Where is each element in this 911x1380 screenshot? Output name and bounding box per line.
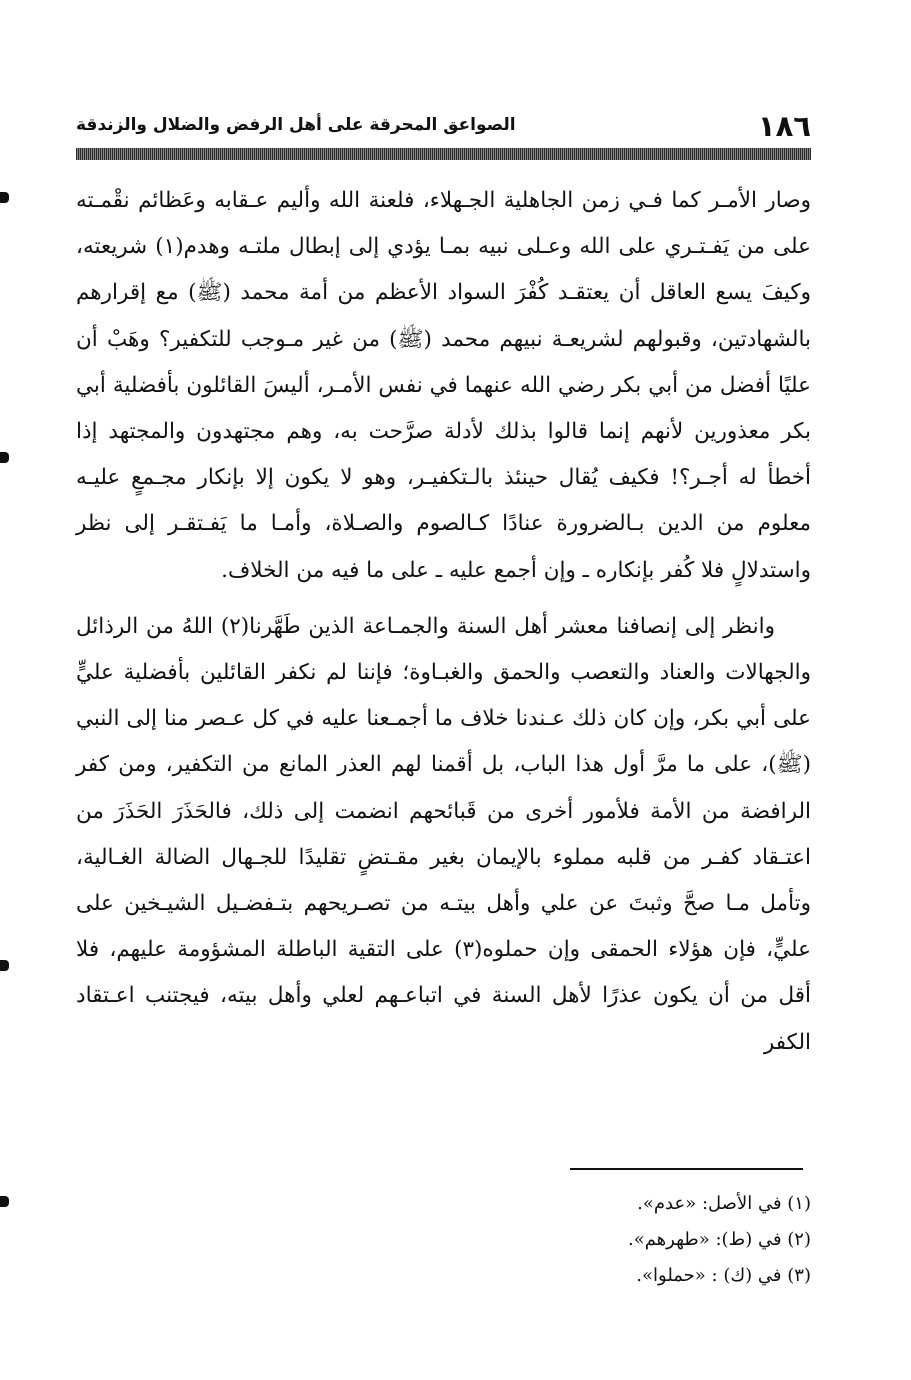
running-title: الصواعق المحرقة على أهل الرفض والضلال والزندقة — [76, 115, 516, 135]
scan-edge-mark — [0, 960, 9, 971]
footnote-divider — [570, 1168, 803, 1170]
paragraph: وانظر إلى إنصافنا معشر أهل السنة والجمـاعة الذين طَهَّرنا(٢) اللهُ من الرذائل والجهالات والعناد والتعصب والحمق والغبـاوة؛ فإننا لم نكفر القائلين بأفضلية عليٍّ على أبي بكر، وإن كان ذلك عـندنا خلاف ما أجمـعنا عليه في كل عـصر منا إلى النبي (ﷺ)، على ما مرَّ أول هذا الباب، بل أقمنا لهم العذر المانع من التكفير، ومن كفر الرافضة من الأمة فلأمور أخرى من قَبائحهم انضمت إلى ذلك، فالحَذَرَ الحَذَرَ من اعتـقاد كفـر من قلبه مملوء بالإيمان بغير مقـتضٍ تقليدًا للجـهال الضالة الغـالية، وتأمل مـا صحَّ وثبتَ عن علي وأهل بيتـه من تصـريحهم بتـفضـيل الشيـخين على عليٍّ، فإن هؤلاء الحمقى وإن حملوه(٣) على التقية الباطلة المشؤومة عليهم، فلا أقل من أن يكون عذرًا لأهل السنة في اتباعـهم لعلي وأهل بيته، فيجتنب اعـتقاد الكفر — [76, 613, 811, 1055]
paragraph: وصار الأمـر كما فـي زمن الجاهلية الجـهلاء، فلعنة الله وأليم عـقابه وعَظائم نقْمـته على من يَفـتـري على الله وعـلى نبيه بمـا يؤدي إلى إبطال ملتـه وهدم(١) شريعته، وكيفَ يسع العاقل أن يعتقـد كُفْرَ السواد الأعظم من أمة محمد (ﷺ) مع إقرارهم بالشهادتين، وقبولهم لشريعـة نبيهم محمد (ﷺ) من غير مـوجب للتكفير؟ وهَبْ أن عليًا أفضل من أبي بكر رضي الله عنهما في نفس الأمـر، أليسَ القائلون بأفضلية أبي بكر معذورين لأنهم إنما قالوا بذلك لأدلة صرَّحت به، وهم مجتهدون والمجتهد إذا أخطأ له أجـر؟! فكيف يُقال حينئذ بالـتكفيـر، وهو لا يكون إلا بإنكار مجـمعٍ عليـه معلوم من الدين بـالضرورة عنادًا كـالصوم والصـلاة، وأمـا ما يَفـتقـر إلى نظر واستدلالٍ فلا كُفر بإنكاره ـ وإن أجمع عليه ـ على ما فيه من الخلاف. — [76, 188, 811, 583]
scan-edge-mark — [0, 1196, 9, 1207]
footnote: (١) في الأصل: «عدم». — [637, 1193, 811, 1214]
main-text — [76, 178, 811, 1066]
footnote: (٢) في (ط): «طهرهم». — [627, 1229, 811, 1250]
footnote: (٣) في (ك) : «حملوا». — [636, 1265, 811, 1286]
header-divider — [76, 148, 811, 160]
scan-edge-mark — [0, 192, 9, 203]
scan-edge-mark — [0, 452, 9, 463]
page-number: ١٨٦ — [757, 109, 811, 143]
footnotes — [76, 1186, 811, 1294]
page-header — [76, 106, 811, 146]
